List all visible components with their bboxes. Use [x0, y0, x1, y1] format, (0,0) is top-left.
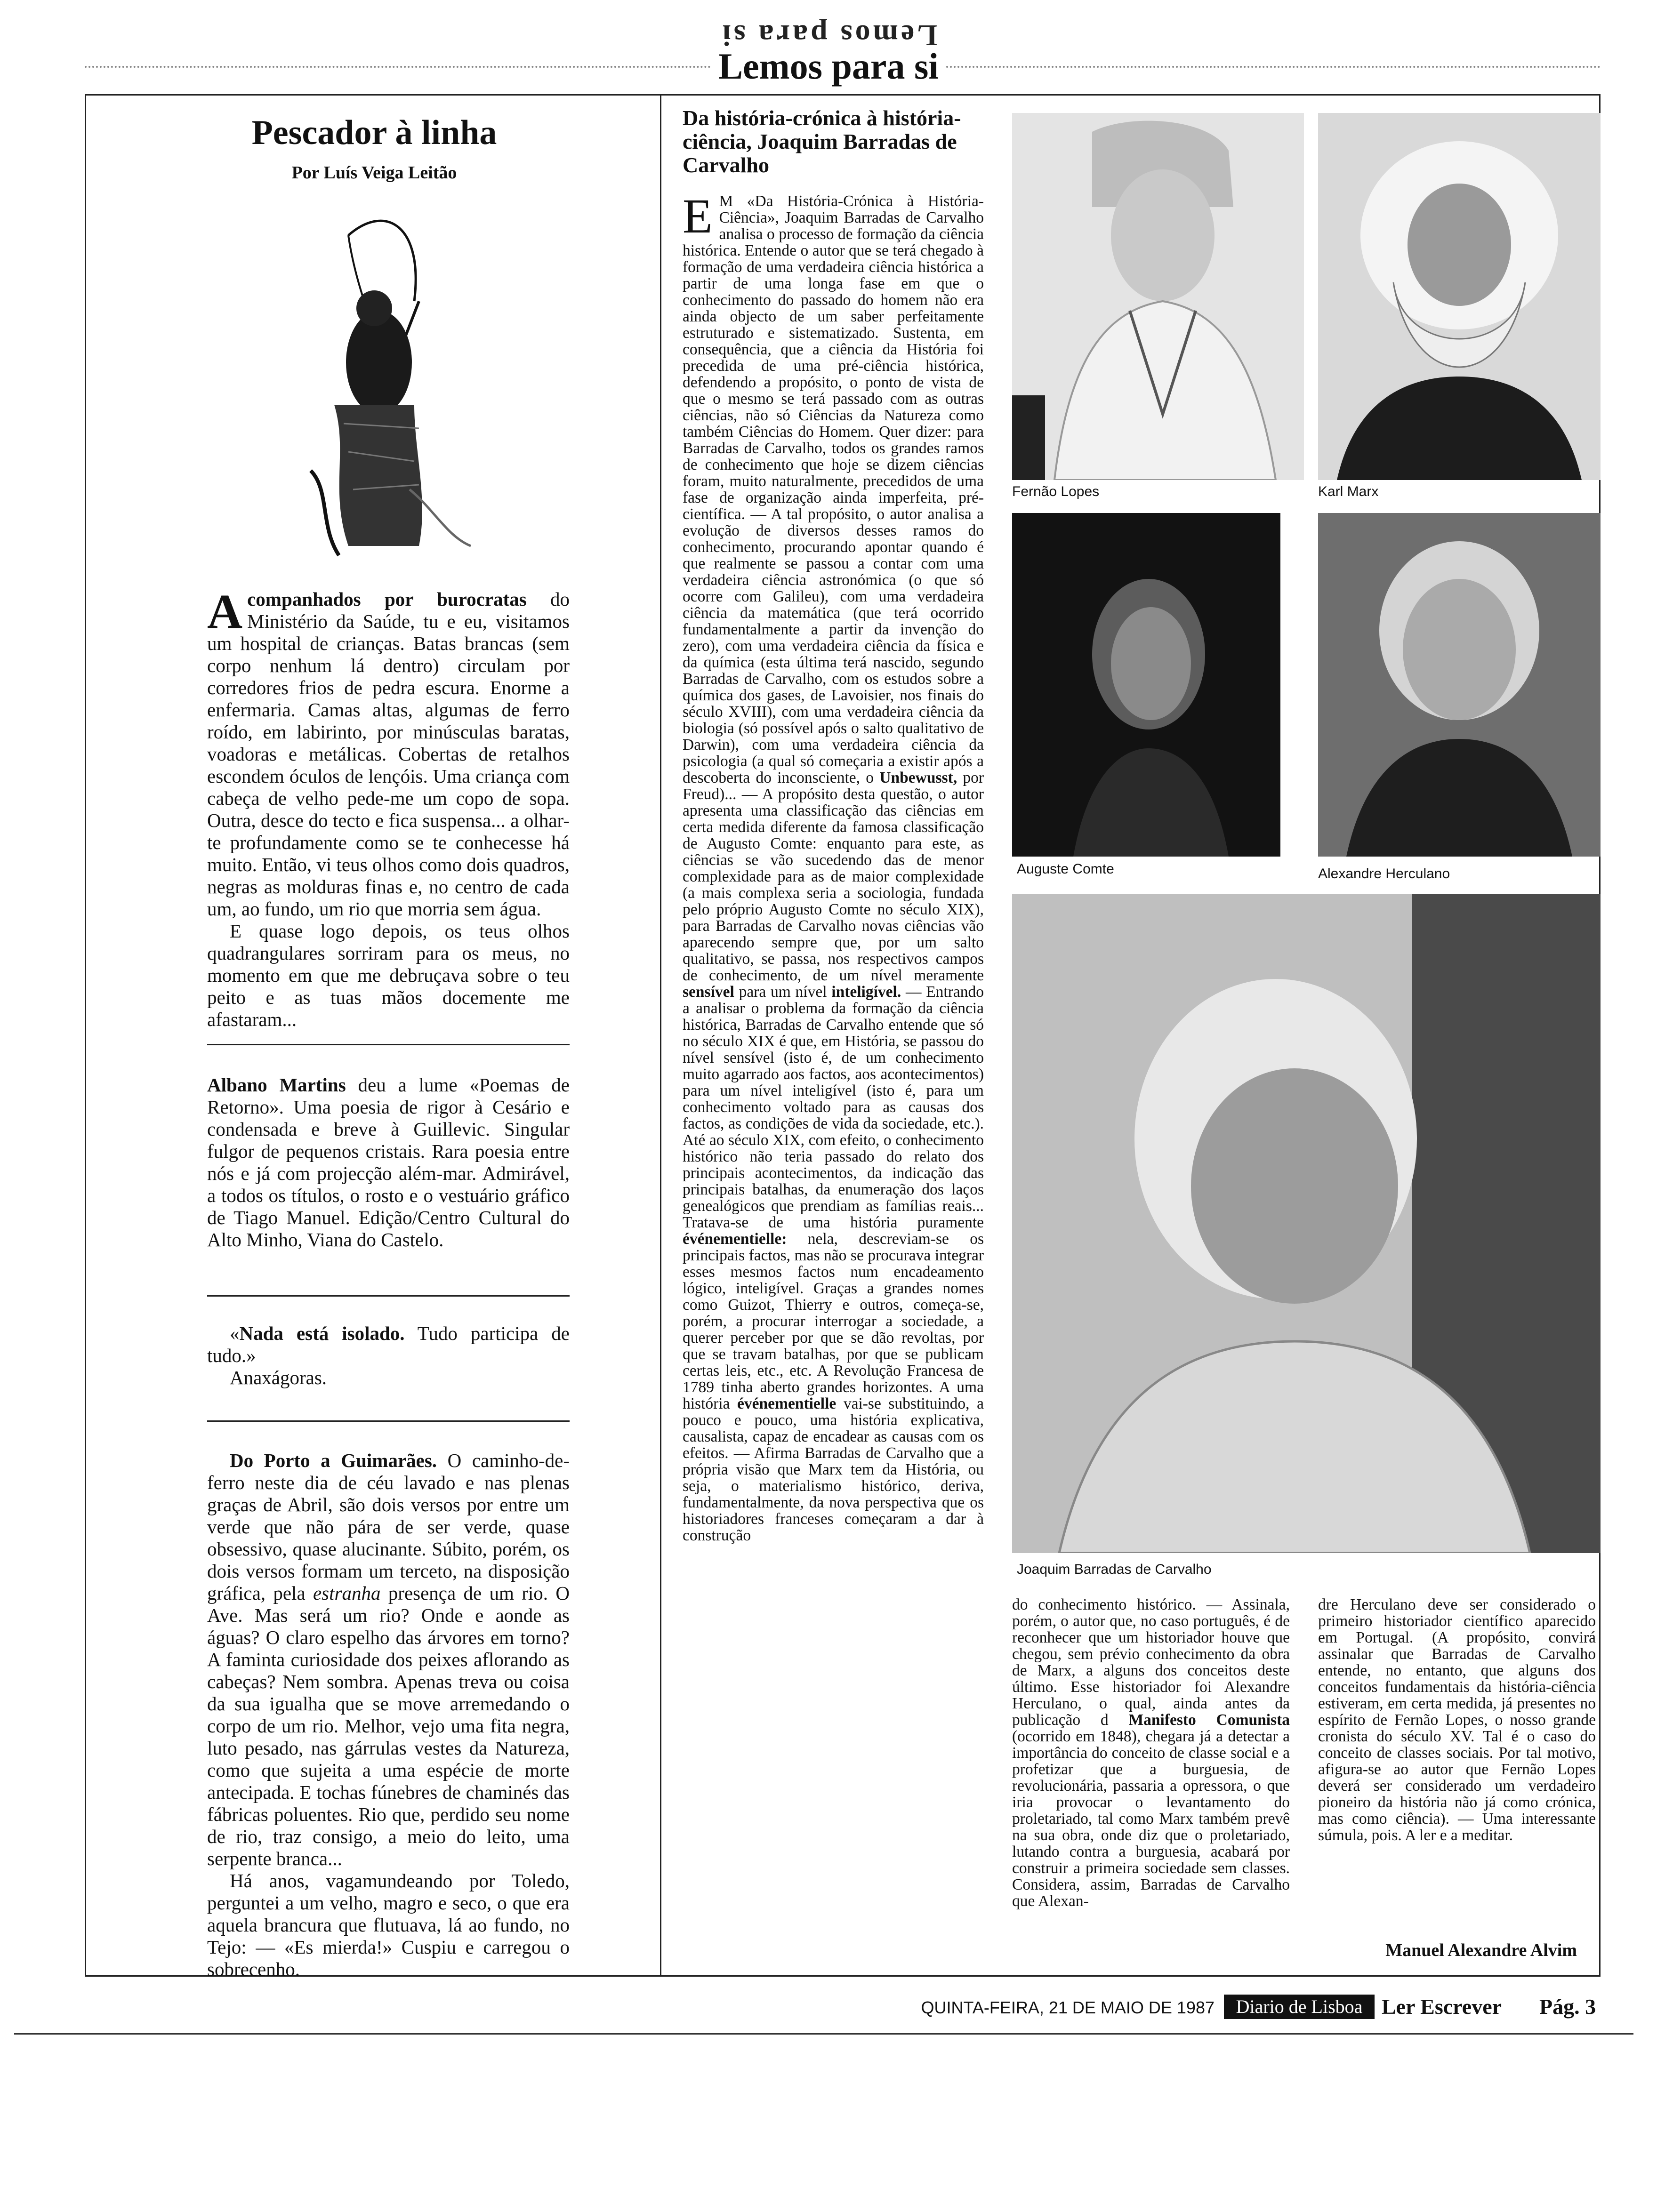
quote-bold: Nada está isolado.	[239, 1322, 405, 1344]
article-signature: Manuel Alexandre Alvim	[1385, 1940, 1577, 1960]
section-title: Lemos para si	[718, 46, 939, 87]
quote-open: «	[230, 1322, 240, 1344]
photo-auguste-comte	[1012, 513, 1280, 857]
separator-3	[207, 1420, 570, 1422]
article-col2-text-1: do conhecimento histórico. — Assinala, porém, o autor que, no caso português, é de reconhecer que um historiador houve que chegou, sem prévio conhecimento da obra de Marx, a alguns dos conceitos deste último. Esse historiador foi Alexandre Herculano, o qual, ainda antes da publicação d	[1012, 1596, 1290, 1729]
note-porto-text-a: O caminho-de-ferro neste dia de céu lavado e nas plenas graças de Abril, são dois versos por entre um verde que não pára de ser verde, quase obsessivo, quase alucinante. Súbito, porém, os dois versos formam um terceto, na disposição gráfica, pela	[207, 1450, 570, 1604]
header-dotted-rule-left	[85, 66, 711, 68]
footer-date: QUINTA-FEIRA, 21 DE MAIO DE 1987	[921, 1998, 1215, 2017]
story-paragraph-1: do Ministério da Saúde, tu e eu, visitamos um hospital de crianças. Batas brancas (sem corpo nenhum lá dentro) circulam por corredores frios de pedra escura. Enorme a enfermaria. Camas altas, algumas de ferro roído, em labirinto, por minúsculas baratas, voadoras e metálicas. Cobertas de retalhos escondem óculos de lençóis. Uma criança com cabeça de velho pede-me um copo de sopa. Outra, desce do tecto e fica suspensa... a olhar-te profundamente como se te conhecesse há muito. Então, vi teus olhos como dois quadros, negras as molduras finas e, no centro de cada um, ao fundo, um rio que morria sem água.	[207, 588, 570, 920]
photo-alexandre-herculano	[1318, 513, 1601, 857]
article-text-4: — Entrando a analisar o problema da formação da ciência histórica, Barradas de Carvalho entende que só no século XIX é que, em História, se passou do nível sensível (isto é, de um conhecimento muito agarrado aos factos, aos acontecimentos) para um nível inteligível (isto é, para um conhecimento voltado para as causas dos factos, as condições de vida da sociedade, etc.). Até ao século XIX, com efeito, o conhecimento histórico não teria passado do relato dos principais acontecimentos, da indicação das principais batalhas, da enumeração dos laços genealógicos que prendiam as famílias reais... Tratava-se de uma história puramente	[683, 983, 984, 1231]
note-porto-guimaraes	[207, 1450, 570, 1980]
left-article-title: Pescador à linha	[251, 113, 497, 152]
footer-section: Ler Escrever	[1382, 1995, 1502, 2019]
caption-auguste-comte: Auguste Comte	[1017, 861, 1114, 877]
article-column-2	[1012, 1596, 1290, 1909]
photo-joaquim-barradas	[1012, 894, 1601, 1553]
quote-author: Anaxágoras.	[230, 1367, 327, 1388]
note-albano-text: deu a lume «Poemas de Retorno». Uma poesia de rigor à Cesário e condensada e breve à Guillevic. Singular fulgor de pequenos cristais. Rara poesia entre nós e já com projecção além-mar. Admirável, a todos os títulos, o rosto e o vestuário gráfico de Tiago Manuel. Edição/Centro Cultural do Alto Minho, Viana do Castelo.	[207, 1074, 570, 1250]
footer-page: Pág. 3	[1539, 1995, 1596, 2019]
separator-2	[207, 1295, 570, 1297]
note-porto-title: Do Porto a Guimarães.	[230, 1450, 437, 1471]
article-column-3	[1318, 1596, 1596, 1843]
quote-anaxagoras	[207, 1322, 570, 1389]
header-dotted-rule-right	[946, 66, 1601, 68]
article-bold-1: Unbewusst,	[879, 769, 957, 786]
article-bold-3: inteligível.	[831, 983, 901, 1001]
left-article-byline: Por Luís Veiga Leitão	[291, 163, 457, 183]
quote-text: Tudo participa de tudo.»	[207, 1322, 570, 1366]
note-porto-emphasis: estranha	[313, 1582, 381, 1604]
article-dropcap: E	[683, 189, 713, 243]
note-porto-paragraph-2: Há anos, vagamundeando por Toledo, perguntei a um velho, magro e seco, o que era aquela brancura que flutuava, lá ao fundo, no Tejo: — «Es mierda!» Cuspiu e carregou o sobrecenho.	[207, 1870, 570, 1980]
left-story	[207, 585, 570, 1031]
article-text-1: M «Da História-Crónica à História-Ciência», Joaquim Barradas de Carvalho analisa o processo de formação da ciência histórica. Entende o autor que se terá chegado à formação de uma verdadeira ciência histórica a partir de uma longa fase em que o conhecimento do passado do homem não era ainda objecto de um saber perfeitamente estruturado e sistematizado. Sustenta, em consequência, que a ciência da História foi precedida de uma pré-ciência histórica, defendendo a propósito, o ponto de vista de que o mesmo se terá passado com as outras ciências, não só Ciências da Natureza como também Ciências do Homem. Quer dizer: para Barradas de Carvalho, todos os grandes ramos de conhecimento que hoje se dizem ciências foram, muito naturalmente, precedidos de uma fase de organização ainda imperfeita, pré-científica. — A tal propósito, o autor analisa a evolução de diversos desses ramos do conhecimento, procurando apontar quando é que realmente se passou a contar com uma verdadeira ciência astronómica (o que só ocorre com Galileu), com uma verdadeira ciência da matemática (que terá ocorrido fundamentalmente a partir da invenção do zero), com uma verdadeira ciência da física e da química (esta última terá nascido, segundo Barradas de Carvalho, com os estudos sobre a química dos gases, de Lavoisier, nos finais do século XVIII), com uma verdadeira ciência da biologia (só possível após o salto qualitativo de Darwin), com uma verdadeira ciência da psicologia (a qual só começaria a existir após a descoberta do inconsciente, o	[683, 192, 984, 786]
note-albano	[207, 1074, 570, 1251]
article-col3-text: dre Herculano deve ser considerado o primeiro historiador científico aparecido em Portugal. (A propósito, convirá assinalar que Barradas de Carvalho entende, no entanto, que alguns dos conceitos fundamentais da história-ciência estiveram, em certa medida, já presentes no espírito de Fernão Lopes, o nosso grande cronista do século XV. Tal é o caso do conceito de classes sociais. Por tal motivo, afigura-se ao autor que Fernão Lopes deverá ser considerado um verdadeiro pioneiro da história não já como crónica, mas como ciência). — Uma interessante súmula, pois. A ler e a meditar.	[1318, 1596, 1596, 1844]
article-text-2: por Freud)... — A propósito desta questão, o autor apresenta uma classificação das ciências em certa medida diferente da famosa classificação de Augusto Comte: enquanto para este, as ciências se vão sucedendo das de menor complexidade para as de maior complexidade (a mais complexa seria a sociologia, fundada pelo próprio Augusto Comte no século XIX), para Barradas de Carvalho novas ciências vão aparecendo sempre que, por um salto qualitativo, se passa, nos respectivos campos de conhecimento, de um nível meramente	[683, 769, 984, 984]
note-porto-text-b: presença de um rio. O Ave. Mas será um rio? Onde e aonde as águas? O claro espelho das árvores em torno? A faminta curiosidade dos peixes aflorando as cabeças? Nem sombra. Apenas treva ou coisa da sua igualha que se move arremedando o corpo de um rio. Melhor, vejo uma fita negra, luto pesado, nas gárrulas vestes da Natureza, como que sujeita a uma espécie de morte antecipada. E tochas fúnebres de chaminés das fábricas poluentes. Rio que, perdido seu nome de rio, traz consigo, a meio do leito, uma serpente branca...	[207, 1582, 570, 1869]
column-divider	[660, 94, 661, 1977]
article-text-6: vai-se substituindo, a pouco e pouco, uma história explicativa, causalista, capaz de encadear as causas com os efeitos. — Afirma Barradas de Carvalho que a própria visão que Marx tem da História, ou seja, o materialismo histórico, deriva, fundamentalmente, da nova perspectiva que os historiadores franceses começaram a dar à construção	[683, 1395, 984, 1544]
article-bold-5: événementielle	[737, 1395, 837, 1412]
note-albano-name: Albano Martins	[207, 1074, 346, 1096]
story-lead: companhados por burocratas	[247, 588, 527, 610]
caption-alexandre-herculano: Alexandre Herculano	[1318, 866, 1450, 882]
article-col2-bold: Manifesto Comunista	[1128, 1711, 1290, 1729]
article-text-5: nela, descreviam-se os principais factos, mas não se procurava integrar esses mesmos factos num encadeamento lógico, inteligível. Graças a grandes nomes como Guizot, Thierry e outros, começa-se, porém, a procurar interrogar a sociedade, a querer perceber por que se dão revoltas, por que se travam batalhas, por que se publicam certas leis, etc., etc. A Revolução Francesa de 1789 tinha aberto grandes horizontes. A uma história	[683, 1230, 984, 1412]
masthead-show-through: Lemos para si	[720, 19, 937, 52]
footer-rule	[14, 2033, 1633, 2035]
story-paragraph-2: E quase logo depois, os teus olhos quadrangulares sorriram para os meus, no momento em que me debruçava sobre o teu peito e as tuas mãos docemente me afastaram...	[207, 920, 570, 1030]
separator-1	[207, 1044, 570, 1045]
article-headline: Da história-crónica à história-ciência, Joaquim Barradas de Carvalho	[683, 106, 961, 177]
article-col2-text-2: (ocorrido em 1848), chegara já a detectar a importância do conceito de classe social e a profetizar que a burguesia, de revolucionária, passaria a opressora, o que iria provocar o levantamento do proletariado, tal como Marx também prevê na sua obra, onde diz que o proletariado, lutando contra a burguesia, acabará por construir a primeira sociedade sem classes. Considera, assim, Barradas de Carvalho que Alexan-	[1012, 1728, 1290, 1910]
caption-karl-marx: Karl Marx	[1318, 484, 1379, 499]
article-text-3: para um nível	[734, 983, 832, 1001]
photo-karl-marx	[1318, 113, 1601, 480]
footer-paper-logo: Diario de Lisboa	[1224, 1995, 1375, 2019]
article-column-1	[683, 189, 984, 1544]
caption-fernao-lopes: Fernão Lopes	[1012, 484, 1100, 499]
photo-fernao-lopes	[1012, 113, 1304, 480]
article-bold-2: sensível	[683, 983, 734, 1001]
story-dropcap: A	[207, 585, 243, 639]
article-bold-4: événementielle:	[683, 1230, 787, 1248]
caption-joaquim-barradas: Joaquim Barradas de Carvalho	[1017, 1562, 1212, 1577]
fisherman-illustration	[278, 207, 475, 565]
